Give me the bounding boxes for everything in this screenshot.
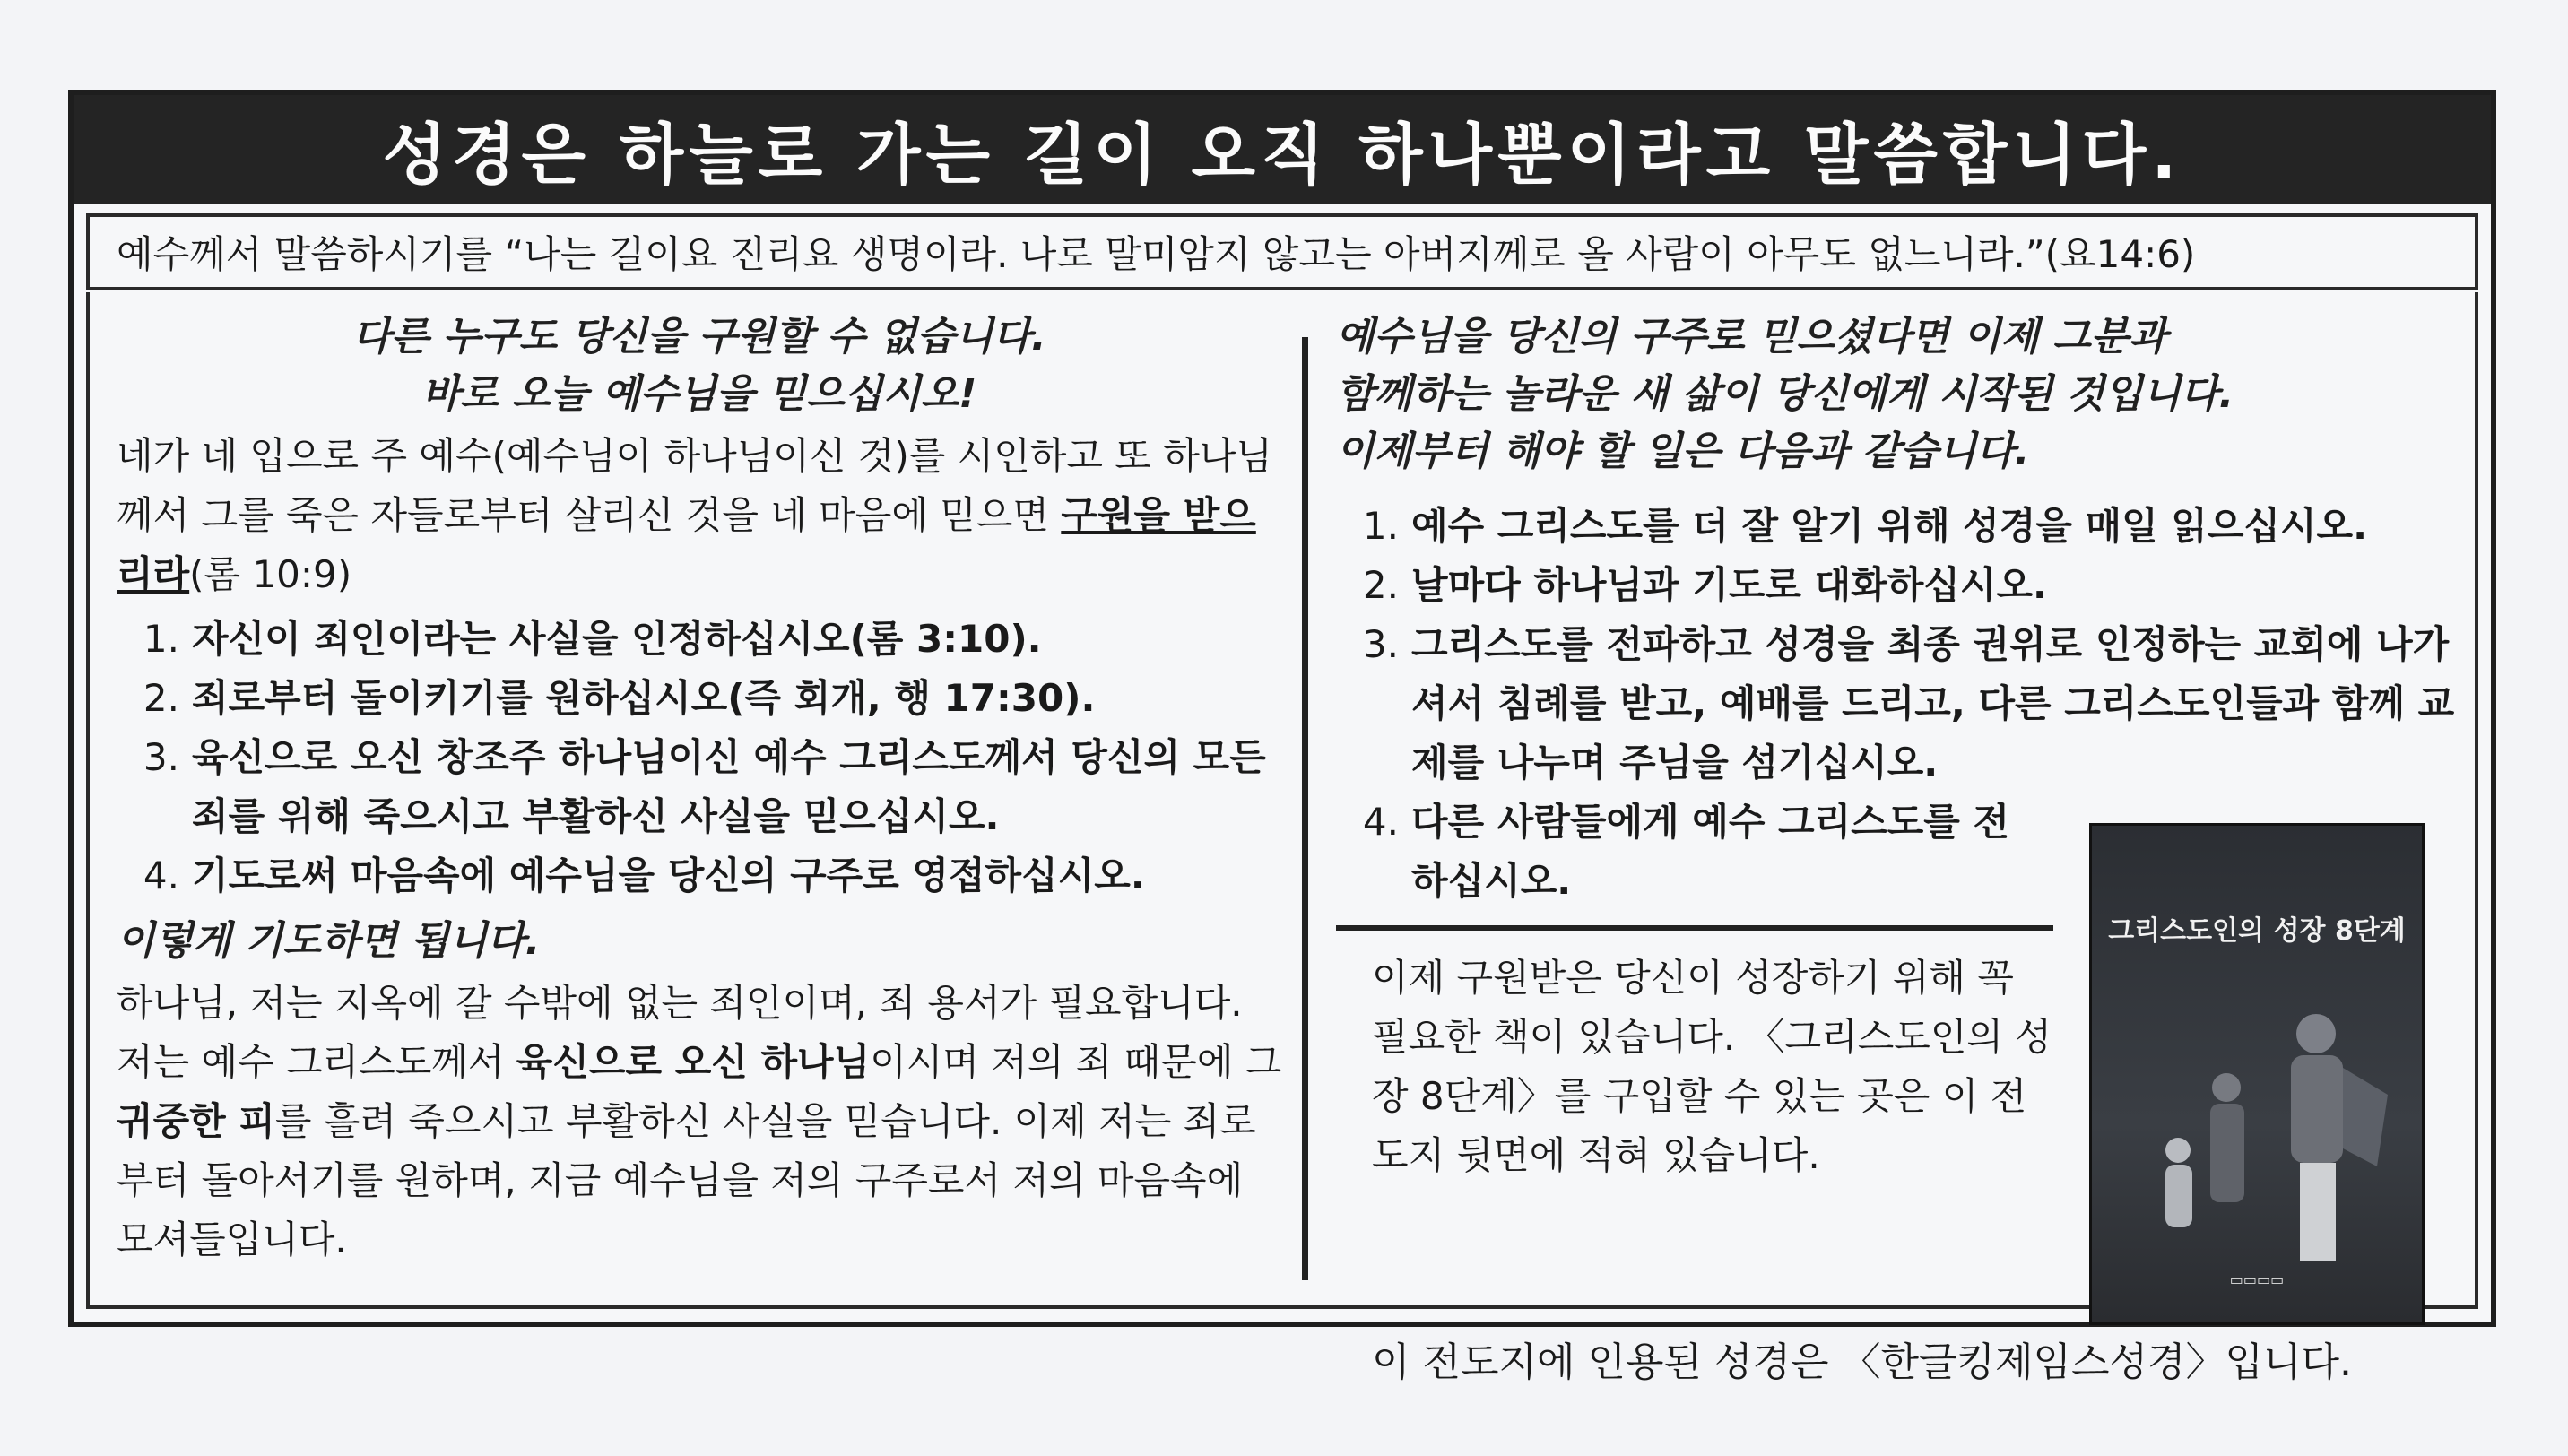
prayer-emphasis-1: 육신으로 오신 하나님 bbox=[516, 1040, 871, 1084]
column-divider bbox=[1302, 337, 1308, 1280]
book-publisher-mark: ▭▭▭▭ bbox=[2229, 1271, 2285, 1288]
tract-title: 성경은 하늘로 가는 길이 오직 하나뿐이라고 말씀합니다. bbox=[74, 95, 2491, 204]
left-headline-2: 바로 오늘 예수님을 믿으십시오! bbox=[421, 371, 977, 417]
step-text: 죄로부터 돌이키기를 원하십시오(즉 회개, 행 17:30). bbox=[192, 676, 1096, 720]
prayer-text-2: 이시며 저의 죄 때문에 그 bbox=[870, 1040, 1282, 1084]
step-number: 3. bbox=[143, 735, 179, 779]
step-number: 4. bbox=[1362, 800, 1399, 844]
right-headline-2: 함께하는 놀라운 새 삶이 당신에게 시작된 것입니다. bbox=[1336, 371, 2234, 417]
step-text: 육신으로 오신 창조주 하나님이신 예수 그리스도께서 당신의 모든 죄를 위해 죽으시고 부활하신 사실을 믿으십시오. bbox=[192, 735, 1266, 838]
list-item bbox=[117, 669, 1282, 728]
step-number: 2. bbox=[143, 676, 179, 720]
book-figures-illustration bbox=[2092, 826, 2422, 1322]
bible-version-note: 이 전도지에 인용된 성경은 〈한글킹제임스성경〉입니다. bbox=[1372, 1339, 2353, 1385]
romans-verse-text: 네가 네 입으로 주 예수(예수님이 하나님이신 것)를 시인하고 또 하나님께서 그를 죽은 자들로부터 살리신 것을 네 마음에 믿으면 bbox=[117, 434, 1272, 537]
prayer-text-3: 를 흘려 죽으시고 부활하신 사실을 믿습니다. 이제 저는 죄로부터 돌아서기를 원하며, 지금 예수님을 저의 구주로서 저의 마음속에 모셔들입니다. bbox=[117, 1099, 1256, 1261]
prayer-heading: 이렇게 기도하면 됩니다. bbox=[117, 918, 541, 964]
book-cover-image bbox=[2089, 823, 2425, 1325]
step-number: 1. bbox=[1362, 504, 1399, 548]
tract-panel bbox=[68, 90, 2496, 1385]
romans-verse-underlined: 구원을 받으리라 bbox=[117, 493, 1256, 596]
step-text: 기도로써 마음속에 예수님을 당신의 구주로 영접하십시오. bbox=[192, 854, 1145, 897]
book-note: 이제 구원받은 당신이 성장하기 위해 꼭 필요한 책이 있습니다. 〈그리스도인의 성장 8단계〉를 구입할 수 있는 곳은 이 전도지 뒷면에 적혀 있습니다. bbox=[1372, 956, 2052, 1177]
step-number: 3. bbox=[1362, 622, 1399, 666]
prayer-text-1: 하나님, 저는 지옥에 갈 수밖에 없는 죄인이며, 죄 용서가 필요합니다. 저는 예수 그리스도께서 bbox=[117, 981, 1243, 1084]
step-text: 다른 사람들에게 예수 그리스도를 전하십시오. bbox=[1411, 800, 2010, 903]
step-text: 자신이 죄인이라는 사실을 인정하십시오(롬 3:10). bbox=[192, 617, 1042, 661]
left-headline-1: 다른 누구도 당신을 구원할 수 없습니다. bbox=[352, 314, 1046, 360]
list-item bbox=[1336, 615, 2457, 793]
prayer-emphasis-2: 귀중한 피 bbox=[117, 1099, 275, 1143]
list-item bbox=[1336, 497, 2457, 556]
step-text: 날마다 하나님과 기도로 대화하십시오. bbox=[1411, 563, 2047, 607]
list-item bbox=[117, 846, 1282, 906]
book-title: 그리스도인의 성장 8단계 bbox=[2108, 915, 2406, 947]
right-headline-1: 예수님을 당신의 구주로 믿으셨다면 이제 그분과 bbox=[1336, 314, 2167, 360]
step-number: 4. bbox=[143, 854, 179, 897]
tract-body bbox=[86, 292, 2478, 1385]
list-item bbox=[117, 610, 1282, 669]
prayer-paragraph bbox=[117, 974, 1282, 1270]
step-text: 그리스도를 전파하고 성경을 최종 권위로 인정하는 교회에 나가셔서 침례를 받고, 예배를 드리고, 다른 그리스도인들과 함께 교제를 나누며 주님을 섬기십시오. bbox=[1411, 622, 2455, 784]
list-item bbox=[117, 728, 1282, 846]
salvation-steps bbox=[117, 610, 1282, 906]
section-rule bbox=[1336, 925, 2053, 931]
right-headline-3: 이제부터 해야 할 일은 다음과 같습니다. bbox=[1336, 429, 2030, 474]
romans-verse-ref: (롬 10:9) bbox=[189, 552, 352, 596]
step-number: 2. bbox=[1362, 563, 1399, 607]
step-number: 1. bbox=[143, 617, 179, 661]
key-verse: 예수께서 말씀하시기를 “나는 길이요 진리요 생명이라. 나로 말미암지 않고는 아버지께로 올 사람이 아무도 없느니라.”(요14:6) bbox=[86, 213, 2478, 290]
list-item bbox=[1336, 556, 2457, 615]
step-text: 예수 그리스도를 더 잘 알기 위해 성경을 매일 읽으십시오. bbox=[1411, 504, 2368, 548]
romans-verse-paragraph bbox=[117, 427, 1282, 604]
left-column bbox=[117, 308, 1282, 1273]
